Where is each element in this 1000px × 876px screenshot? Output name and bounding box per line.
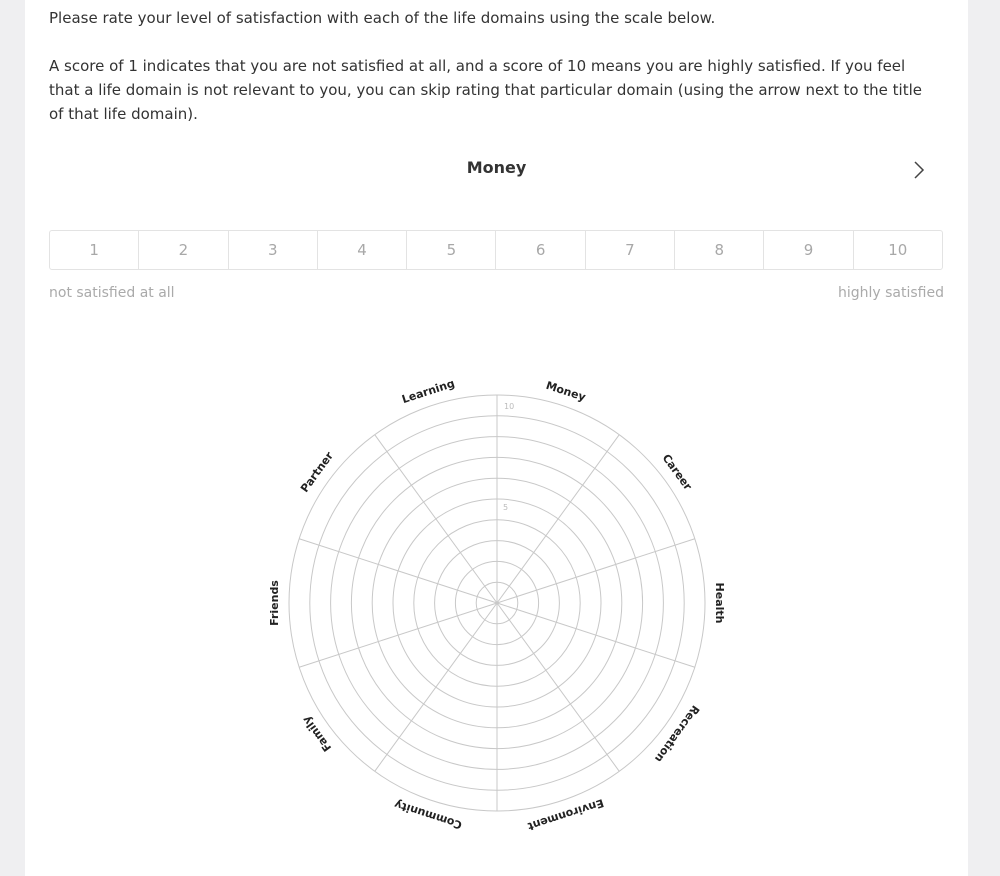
scale-option-3[interactable]: 3 <box>229 231 318 269</box>
scale-high-label: highly satisfied <box>837 285 944 301</box>
instruction-text: Please rate your level of satisfaction with each of the life domains using the scale below. <box>49 9 716 27</box>
wheel-spoke <box>375 435 497 603</box>
instruction-detail-text: A score of 1 indicates that you are not satisfied at all, and a score of 10 means you are highly satisfied. If you feel that a life domain is not relevant to you, you can skip rating that particular domain (using the arrow next to the title of that life domain). <box>49 57 923 123</box>
wheel-label-health: Health <box>713 582 726 624</box>
wheel-spoke <box>375 603 497 771</box>
wheel-label-friends: Friends <box>268 580 281 626</box>
wheel-label-environment: Environment <box>526 796 606 833</box>
wheel-tick-label: 5 <box>503 503 509 512</box>
wheel-label-learning: Learning <box>400 376 457 407</box>
wheel-label-partner: Partner <box>298 449 336 495</box>
domain-title: Money <box>466 158 527 177</box>
life-wheel <box>25 0 968 876</box>
wheel-label-recreation: Recreation <box>651 702 703 765</box>
scale-option-4[interactable]: 4 <box>318 231 407 269</box>
scale-option-2[interactable]: 2 <box>139 231 228 269</box>
scale-option-6[interactable]: 6 <box>496 231 585 269</box>
scale-option-5[interactable]: 5 <box>407 231 496 269</box>
scale-low-label: not satisfied at all <box>49 285 175 301</box>
wheel-spoke <box>497 603 619 771</box>
wheel-tick-label: 10 <box>504 402 515 411</box>
scale-option-1[interactable]: 1 <box>50 231 139 269</box>
wheel-label-community: Community <box>392 797 464 832</box>
wheel-spoke <box>497 435 619 603</box>
scale-option-9[interactable]: 9 <box>764 231 853 269</box>
wheel-label-money: Money <box>544 378 588 404</box>
scale-option-8[interactable]: 8 <box>675 231 764 269</box>
scale-option-7[interactable]: 7 <box>586 231 675 269</box>
wheel-label-career: Career <box>659 451 695 493</box>
scale-option-10[interactable]: 10 <box>888 241 908 259</box>
survey-card <box>25 0 968 876</box>
wheel-label-family: Family <box>299 713 335 754</box>
